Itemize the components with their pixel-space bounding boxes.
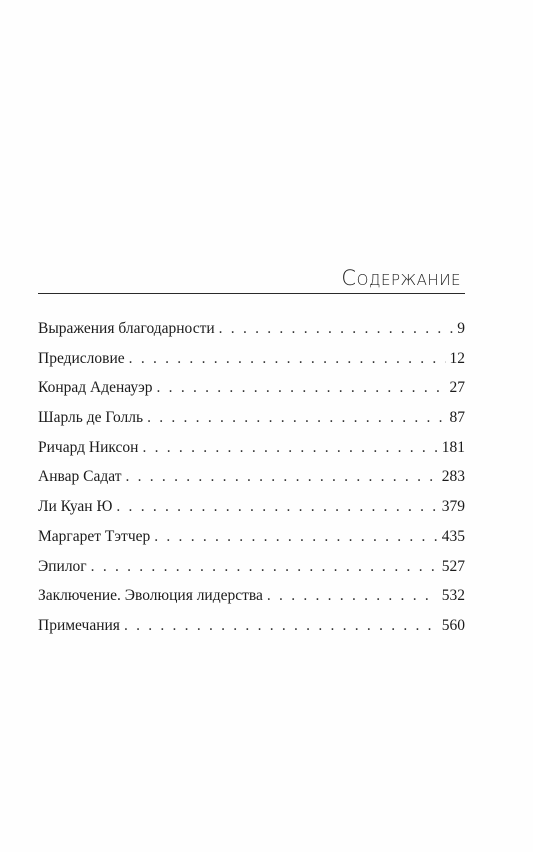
toc-entry-page: 532 (441, 587, 465, 605)
toc-entry (38, 528, 465, 558)
heading-rule (38, 293, 465, 294)
dot-leader (147, 409, 445, 427)
dot-leader (267, 587, 438, 605)
dot-leader (125, 468, 437, 486)
toc-entry (38, 558, 465, 588)
toc-entry-title: Ли Куан Ю (38, 498, 113, 516)
table-of-contents (38, 320, 465, 647)
toc-entry-page: 27 (449, 379, 465, 397)
toc-entry-page: 527 (441, 557, 465, 575)
toc-entry-page: 87 (449, 409, 465, 427)
toc-entry-title: Маргарет Тэтчер (38, 527, 151, 545)
toc-entry-title: Эпилог (38, 557, 87, 575)
toc-entry (38, 350, 465, 380)
toc-entry (38, 379, 465, 409)
dot-leader (142, 439, 437, 457)
toc-entry-title: Шарль де Голль (38, 409, 144, 427)
dot-leader (157, 379, 446, 397)
toc-entry-page: 379 (441, 498, 465, 516)
dot-leader (91, 558, 438, 576)
toc-entry-title: Конрад Аденауэр (38, 379, 153, 397)
toc-entry-title: Примечания (38, 616, 120, 634)
dot-leader (116, 498, 437, 516)
toc-entry (38, 617, 465, 647)
toc-entry-title: Выражения благодарности (38, 320, 215, 337)
toc-entry-title: Предисловие (38, 349, 125, 367)
toc-entry-title: Заключение. Эволюция лидерства (38, 587, 263, 605)
toc-entry-page: 9 (457, 320, 465, 337)
toc-entry-title: Анвар Садат (38, 468, 122, 486)
toc-entry-page: 560 (441, 616, 465, 634)
toc-entry-page: 435 (441, 527, 465, 545)
dot-leader (219, 320, 454, 338)
toc-entry-title: Ричард Никсон (38, 438, 139, 456)
toc-entry (38, 498, 465, 528)
dot-leader (129, 350, 446, 368)
toc-entry (38, 468, 465, 498)
dot-leader (124, 617, 438, 635)
toc-entry (38, 587, 465, 617)
dot-leader (154, 528, 438, 546)
toc-entry (38, 439, 465, 469)
toc-entry-page: 12 (449, 349, 465, 367)
toc-entry (38, 409, 465, 439)
contents-heading: Содержание (341, 266, 461, 290)
toc-entry (38, 320, 465, 350)
toc-entry-page: 283 (441, 468, 465, 486)
toc-entry-page: 181 (441, 438, 465, 456)
